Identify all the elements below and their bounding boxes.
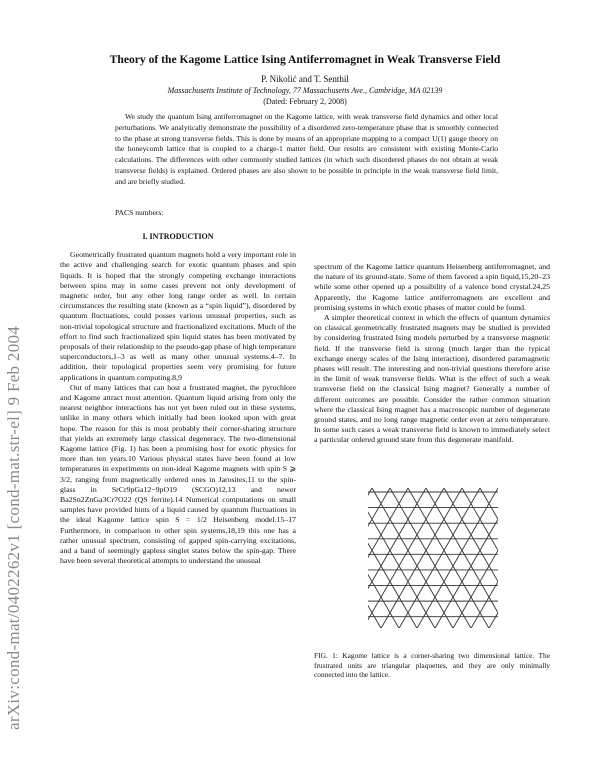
- paragraph: Geometrically frustrated quantum magnets hold a very important role in the active and challenging search for exotic quantum phases and spin liquids. It is hoped that the strongly competing exchange interactions between spins may in some cases prevent not only development of magnetic order, but any other long range order as well. In certain circumstances the resulting state (known as a “spin liquid”), disordered by quantum fluctuations, could posses various unusual properties, such as non-trivial topological structure and fractionalized excitations. Much of the effort to find such fractionalized spin liquid states has been motivated by proposals of their relationship to the pseudo-gap phase of high temperature superconductors,1–3 as well as many other unusual systems.4–7. In addition, their topological properties seem very promising for future applications in quantum computing.8,9: [60, 250, 296, 382]
- lattice-bond: [368, 488, 444, 628]
- paragraph: Out of many lattices that can host a frustrated magnet, the pyrochlore and Kagome attract most attention. Quantum liquid arising from only the nearest neighbor interactions has not yet been ruled out in these systems, unlike in many others which initially had been looked upon with great hope. The reason for this is most probably their corner-sharing structure that yields an extremely large classical degeneracy. The two-dimensional Kagome lattice (Fig. 1) has been a promising host for exotic physics for more than ten years.10 Various physical states have been found at low temperatures in experiments on non-ideal Kagome magnets with spin S ⩾ 3/2, ranging from magnetically ordered ones in Jarosites,11 to the spin-glass in SrCr9pGa12−9pO19 (SCGO)12,13 and newer Ba2Sn2ZnGa3Cr7O22 (QS ferrite).14 Numerical computations on small samples have provided hints of a liquid caused by quantum fluctuations in the ideal Kagome lattice spin S = 1/2 Heisenberg model.15–17 Furthermore, in comparison to other spin systems,18,19 this one has a rather unusual spectrum, consisting of gapped spin-carrying excitations, and a band of seemingly gapless singlet states below the spin-gap. There have been several theoretical attempts to understand the unusual: [60, 382, 296, 566]
- left-column: [60, 232, 296, 567]
- lattice-bond: [368, 488, 381, 628]
- lattice-bond: [426, 488, 498, 628]
- right-column: [314, 262, 550, 446]
- lattice-bond: [408, 488, 489, 628]
- arxiv-identifier: arXiv:cond-mat/0402262v1 [cond-mat.str-el] 9 Feb 2004: [4, 325, 23, 730]
- author-affiliation: Massachusetts Institute of Technology, 77 Massachusetts Ave., Cambridge, MA 02139: [167, 86, 443, 95]
- lattice-bond: [372, 488, 453, 628]
- lattice-bond: [381, 488, 462, 628]
- paragraph: A simpler theoretical context in which the effects of quantum dynamics on classical geometrically frustrated magnets may be studied is provided by considering frustrated Ising models perturbed by a transverse magnetic field. If the transverse field is strong (much larger than the typical exchange energy scales of the Ising interaction), disordered paramagnetic phases will result. The interesting and non-trivial questions therefore arise in the limit of weak transverse fields. What is the effect of such a weak transverse field on the classical Ising magnet? Generally a number of different outcomes are possible. Consider the rather common situation where the classical Ising magnet has a macroscopic number of degenerate ground states, and no long range magnetic order even at zero temperature. In some such cases a weak transverse field is known to immediately select a particular ordered ground state from this degenerate manifold.: [314, 313, 550, 445]
- lattice-bond: [480, 488, 498, 628]
- section-heading: I. INTRODUCTION: [142, 232, 214, 241]
- lattice-bond: [390, 488, 471, 628]
- kagome-lattice-diagram: [368, 488, 498, 628]
- paragraph: spectrum of the Kagome lattice quantum Heisenberg antiferromagnet, and the nature of its ground-state. Some of them favored a spin liquid,15,20–23 while some other opened up a possibility of a valence bond crystal.24,25 Apparently, the Kagome lattice antiferromagnets are excellent and promising systems in which exotic phases of matter could be found.: [314, 262, 550, 312]
- paper-date: (Dated: February 2, 2008): [263, 97, 347, 106]
- paper-authors: P. Nikolić and T. Senthil: [261, 74, 349, 84]
- paper-title: Theory of the Kagome Lattice Ising Antiferromagnet in Weak Transverse Field: [109, 53, 501, 66]
- abstract: We study the quantum Ising antiferromagnet on the Kagome lattice, with weak transverse field dynamics and other local perturbations. We analytically demonstrate the possibility of a disordered zero-temperature phase that is smoothly connected to the phase at strong transverse fields. This is done by means of an appropriate mapping to a compact U(1) gauge theory on the honeycomb lattice that is coupled to a charge-1 matter field. Our results are consistent with existing Monte-Carlo calculations. The differences with other commonly studied lattices (in which such disordered phases do not obtain at weak transverse fields) is explained. Ordered phases are also shown to be possible in principle in the weak transverse field limit, and are briefly studied.: [115, 112, 498, 186]
- kagome-lattice-figure: [368, 488, 498, 628]
- figure-caption: FIG. 1: Kagome lattice is a corner-sharing two dimensional lattice. The frustrated units are triangular plaquettes, and they are only minimally connected into the lattice.: [314, 651, 550, 680]
- pacs-numbers: PACS numbers:: [115, 208, 164, 217]
- lattice-bond: [444, 488, 498, 628]
- lattice-bond: [417, 488, 498, 628]
- lattice-bond: [399, 488, 480, 628]
